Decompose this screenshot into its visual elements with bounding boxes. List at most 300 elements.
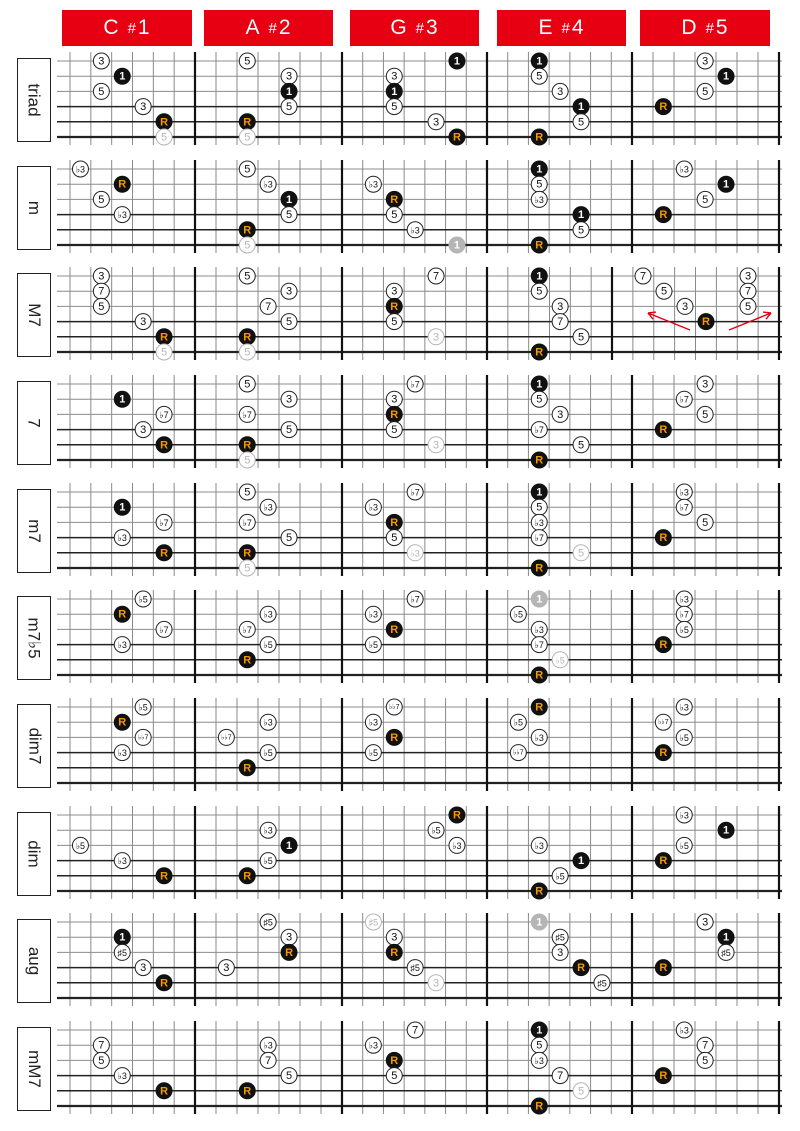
svg-text:♭7: ♭7: [242, 409, 252, 420]
note-interval: [114, 499, 130, 515]
note-interval: [93, 283, 109, 299]
note-interval: [386, 83, 402, 99]
svg-text:R: R: [160, 1085, 169, 1098]
svg-text:5: 5: [285, 424, 293, 437]
note-interval: [531, 191, 547, 207]
note-interval: [281, 837, 297, 853]
note-interval: [552, 652, 568, 668]
note-interval: [281, 83, 297, 99]
note-root: [655, 1068, 671, 1084]
note-interval: [573, 853, 589, 869]
note-interval: [114, 929, 130, 945]
svg-text:1: 1: [536, 55, 543, 68]
number-sign: #: [127, 19, 137, 37]
svg-text:R: R: [659, 101, 668, 114]
svg-text:5: 5: [660, 285, 668, 298]
note-root: [386, 621, 402, 637]
note-interval: [156, 344, 172, 360]
svg-text:R: R: [390, 300, 399, 313]
note-interval: [531, 53, 547, 69]
note-root: [531, 560, 547, 576]
svg-text:R: R: [160, 116, 169, 129]
svg-text:5: 5: [244, 562, 251, 575]
svg-text:5: 5: [244, 131, 251, 144]
svg-text:3: 3: [432, 439, 440, 452]
note-interval: [718, 822, 734, 838]
svg-text:♭♭7: ♭♭7: [137, 734, 149, 742]
note-interval: [718, 176, 734, 192]
svg-text:5: 5: [244, 270, 251, 283]
note-interval: [407, 960, 423, 976]
svg-text:R: R: [160, 331, 169, 344]
note-root: [531, 452, 547, 468]
svg-text:1: 1: [536, 270, 543, 283]
svg-text:♭3: ♭3: [679, 164, 689, 175]
svg-text:♭3: ♭3: [117, 533, 127, 544]
svg-text:R: R: [390, 408, 399, 421]
svg-text:5: 5: [244, 239, 251, 252]
note-interval: [697, 914, 713, 930]
svg-text:R: R: [702, 316, 710, 329]
svg-text:5: 5: [536, 285, 543, 298]
svg-text:3: 3: [223, 962, 230, 975]
svg-text:3: 3: [702, 378, 709, 391]
note-root: [655, 422, 671, 438]
svg-text:♭3: ♭3: [75, 164, 86, 175]
note-interval: [386, 699, 402, 715]
chord-label-text: dim: [25, 840, 44, 868]
note-interval: [573, 437, 589, 453]
note-root: [655, 207, 671, 223]
svg-text:R: R: [243, 654, 252, 667]
svg-text:♭7: ♭7: [410, 487, 420, 498]
note-interval: [218, 729, 234, 745]
number-sign: #: [415, 19, 425, 37]
note-root: [114, 714, 130, 730]
svg-text:3: 3: [285, 393, 293, 406]
svg-text:♯5: ♯5: [597, 978, 607, 989]
svg-text:5: 5: [285, 316, 293, 329]
note-interval: [114, 530, 130, 546]
svg-text:♭3: ♭3: [534, 1055, 544, 1066]
header-key: C: [103, 16, 120, 39]
note-interval: [740, 283, 756, 299]
note-interval: [72, 837, 88, 853]
svg-text:♭3: ♭3: [263, 717, 273, 728]
svg-text:R: R: [390, 946, 399, 959]
note-interval: [718, 944, 734, 960]
svg-text:R: R: [535, 562, 544, 575]
note-root: [386, 1052, 402, 1068]
note-root: [239, 329, 255, 345]
note-interval: [239, 237, 255, 253]
note-interval: [531, 176, 547, 192]
note-interval: [531, 422, 547, 438]
note-interval: [114, 745, 130, 761]
svg-text:5: 5: [98, 85, 105, 98]
svg-text:♭3: ♭3: [452, 840, 462, 851]
note-interval: [281, 207, 297, 223]
note-interval: [697, 514, 713, 530]
note-interval: [114, 853, 130, 869]
svg-text:3: 3: [557, 300, 564, 313]
note-interval: [635, 268, 651, 284]
svg-text:5: 5: [160, 131, 168, 144]
svg-text:R: R: [659, 855, 668, 868]
svg-text:♭3: ♭3: [410, 225, 420, 236]
note-interval: [365, 914, 381, 930]
note-interval: [135, 591, 151, 607]
svg-text:5: 5: [391, 424, 398, 437]
svg-text:♭♭7: ♭♭7: [658, 719, 669, 727]
svg-text:R: R: [243, 870, 252, 883]
note-interval: [697, 376, 713, 392]
svg-text:1: 1: [453, 239, 461, 252]
svg-text:R: R: [659, 639, 668, 652]
chord-label-text: M7: [25, 303, 44, 327]
note-interval: [239, 344, 255, 360]
svg-text:3: 3: [391, 393, 398, 406]
note-interval: [718, 929, 734, 945]
note-interval: [239, 129, 255, 145]
note-interval: [676, 161, 692, 177]
note-interval: [510, 714, 526, 730]
svg-text:♭3: ♭3: [534, 732, 544, 743]
svg-text:3: 3: [557, 946, 564, 959]
svg-text:7: 7: [702, 1039, 709, 1052]
svg-text:5: 5: [285, 209, 293, 222]
svg-text:5: 5: [98, 300, 105, 313]
svg-text:5: 5: [577, 116, 585, 129]
note-root: [531, 129, 547, 145]
note-interval: [386, 929, 402, 945]
note-root: [386, 944, 402, 960]
note-interval: [531, 914, 547, 930]
chord-label-text: mM7: [25, 1050, 44, 1088]
note-root: [156, 868, 172, 884]
note-interval: [260, 1037, 276, 1053]
note-root: [239, 222, 255, 238]
note-interval: [239, 406, 255, 422]
note-root: [386, 514, 402, 530]
svg-text:R: R: [535, 454, 544, 467]
svg-text:♭5: ♭5: [263, 748, 273, 759]
note-root: [239, 1083, 255, 1099]
svg-text:5: 5: [391, 101, 398, 114]
note-interval: [573, 114, 589, 130]
note-interval: [573, 1083, 589, 1099]
svg-text:1: 1: [536, 378, 543, 391]
note-interval: [428, 822, 444, 838]
svg-text:1: 1: [119, 931, 126, 944]
note-interval: [676, 1022, 692, 1038]
note-interval: [239, 621, 255, 637]
svg-text:♭3: ♭3: [679, 594, 689, 605]
note-interval: [531, 591, 547, 607]
svg-text:5: 5: [391, 1070, 398, 1083]
svg-text:♭3: ♭3: [368, 609, 378, 620]
svg-text:R: R: [452, 809, 461, 822]
svg-text:♯5: ♯5: [721, 947, 731, 958]
svg-text:♭3: ♭3: [117, 856, 127, 867]
note-interval: [93, 83, 109, 99]
note-interval: [135, 960, 151, 976]
svg-text:5: 5: [744, 300, 752, 313]
note-interval: [697, 53, 713, 69]
header-number: 3: [426, 16, 439, 39]
svg-text:1: 1: [577, 101, 585, 114]
svg-text:R: R: [243, 116, 252, 129]
svg-text:♭3: ♭3: [410, 548, 420, 559]
note-interval: [428, 268, 444, 284]
svg-text:♭5: ♭5: [263, 640, 273, 651]
note-interval: [365, 714, 381, 730]
svg-text:1: 1: [536, 1024, 543, 1037]
note-root: [655, 637, 671, 653]
note-interval: [676, 606, 692, 622]
svg-text:♭3: ♭3: [534, 194, 544, 205]
svg-text:♯5: ♯5: [410, 963, 420, 974]
svg-text:1: 1: [536, 163, 543, 176]
svg-text:1: 1: [722, 931, 730, 944]
note-interval: [260, 637, 276, 653]
chord-row-dim: [57, 806, 782, 899]
note-interval: [281, 929, 297, 945]
note-interval: [114, 1068, 130, 1084]
note-root: [114, 606, 130, 622]
svg-text:5: 5: [702, 516, 709, 529]
svg-text:R: R: [535, 701, 544, 714]
note-interval: [573, 99, 589, 115]
note-interval: [531, 391, 547, 407]
svg-text:3: 3: [557, 408, 564, 421]
note-interval: [531, 1052, 547, 1068]
svg-text:♭3: ♭3: [368, 502, 378, 513]
note-interval: [531, 1022, 547, 1038]
chord-label-text: m: [24, 200, 44, 216]
svg-text:5: 5: [577, 1085, 585, 1098]
note-interval: [260, 176, 276, 192]
svg-text:R: R: [160, 547, 169, 560]
svg-text:3: 3: [681, 300, 689, 313]
svg-text:1: 1: [119, 393, 126, 406]
note-interval: [386, 283, 402, 299]
svg-text:5: 5: [98, 193, 105, 206]
note-interval: [510, 606, 526, 622]
svg-text:♭3: ♭3: [534, 840, 544, 851]
chord-label-text: triad: [25, 83, 45, 117]
note-interval: [428, 975, 444, 991]
svg-text:♭3: ♭3: [263, 502, 273, 513]
note-root: [655, 960, 671, 976]
svg-text:R: R: [160, 977, 169, 990]
note-root: [531, 699, 547, 715]
svg-text:R: R: [160, 870, 169, 883]
svg-text:♭3: ♭3: [368, 179, 378, 190]
chord-row-triad: [57, 52, 782, 145]
note-root: [655, 530, 671, 546]
note-interval: [135, 314, 151, 330]
svg-text:5: 5: [577, 331, 585, 344]
note-interval: [281, 191, 297, 207]
note-interval: [114, 391, 130, 407]
note-interval: [676, 699, 692, 715]
note-interval: [676, 729, 692, 745]
svg-text:♭5: ♭5: [368, 748, 378, 759]
note-root: [239, 545, 255, 561]
svg-text:♭5: ♭5: [263, 856, 273, 867]
note-root: [531, 883, 547, 899]
note-interval: [676, 591, 692, 607]
svg-text:7: 7: [265, 300, 272, 313]
svg-text:7: 7: [265, 1054, 272, 1067]
note-root: [531, 344, 547, 360]
note-interval: [135, 99, 151, 115]
note-interval: [386, 530, 402, 546]
note-root: [386, 406, 402, 422]
chord-label-text: 7: [25, 418, 44, 428]
svg-text:5: 5: [702, 1054, 709, 1067]
svg-text:3: 3: [702, 55, 709, 68]
note-interval: [676, 837, 692, 853]
svg-text:5: 5: [160, 346, 168, 359]
note-interval: [281, 422, 297, 438]
svg-text:3: 3: [557, 85, 564, 98]
note-interval: [407, 484, 423, 500]
svg-text:♭3: ♭3: [117, 640, 127, 651]
svg-text:♭5: ♭5: [431, 825, 441, 836]
svg-text:R: R: [535, 885, 544, 898]
chord-row-mM7: [57, 1021, 782, 1114]
note-root: [239, 437, 255, 453]
note-interval: [93, 1037, 109, 1053]
svg-text:3: 3: [140, 316, 147, 329]
svg-text:1: 1: [722, 824, 730, 837]
note-interval: [114, 68, 130, 84]
note-interval: [135, 422, 151, 438]
note-interval: [365, 176, 381, 192]
svg-text:1: 1: [577, 209, 585, 222]
note-interval: [156, 129, 172, 145]
header-key: A: [245, 16, 261, 39]
note-root: [239, 760, 255, 776]
note-interval: [260, 914, 276, 930]
note-interval: [531, 499, 547, 515]
note-root: [386, 191, 402, 207]
note-interval: [697, 1037, 713, 1053]
note-interval: [531, 1037, 547, 1053]
number-sign: #: [561, 19, 571, 37]
svg-text:7: 7: [432, 270, 440, 283]
svg-text:R: R: [452, 131, 461, 144]
svg-text:1: 1: [285, 85, 293, 98]
svg-text:3: 3: [391, 70, 398, 83]
note-interval: [552, 944, 568, 960]
svg-text:♭♭7: ♭♭7: [389, 704, 400, 711]
note-root: [573, 960, 589, 976]
note-interval: [260, 499, 276, 515]
svg-text:5: 5: [244, 346, 251, 359]
svg-text:5: 5: [285, 101, 293, 114]
svg-text:5: 5: [536, 393, 543, 406]
header-key: D: [681, 16, 698, 39]
svg-text:♯5: ♯5: [555, 932, 565, 943]
svg-text:♭7: ♭7: [534, 425, 544, 436]
note-interval: [365, 606, 381, 622]
note-interval: [697, 83, 713, 99]
svg-text:♭5: ♭5: [555, 871, 565, 882]
svg-text:5: 5: [577, 224, 585, 237]
note-interval: [386, 1068, 402, 1084]
note-interval: [573, 329, 589, 345]
svg-text:♭3: ♭3: [263, 179, 273, 190]
note-interval: [697, 191, 713, 207]
note-interval: [740, 268, 756, 284]
note-root: [655, 853, 671, 869]
number-sign: #: [705, 19, 715, 37]
note-interval: [239, 161, 255, 177]
note-interval: [531, 161, 547, 177]
note-interval: [531, 621, 547, 637]
svg-text:R: R: [243, 224, 252, 237]
note-interval: [93, 298, 109, 314]
note-interval: [239, 484, 255, 500]
note-interval: [676, 391, 692, 407]
note-root: [239, 652, 255, 668]
note-interval: [407, 591, 423, 607]
note-interval: [677, 298, 693, 314]
svg-text:♭7: ♭7: [159, 517, 169, 528]
svg-text:5: 5: [98, 1054, 105, 1067]
svg-text:R: R: [390, 516, 399, 529]
svg-text:R: R: [390, 623, 399, 636]
svg-text:5: 5: [702, 408, 709, 421]
note-interval: [573, 207, 589, 223]
svg-text:♭5: ♭5: [679, 624, 689, 635]
note-root: [156, 329, 172, 345]
svg-text:3: 3: [744, 270, 752, 283]
svg-text:5: 5: [536, 501, 543, 514]
note-root: [531, 1098, 547, 1114]
svg-text:5: 5: [244, 486, 251, 499]
note-interval: [531, 530, 547, 546]
svg-text:1: 1: [536, 916, 543, 929]
note-interval: [260, 822, 276, 838]
note-interval: [239, 452, 255, 468]
svg-text:3: 3: [285, 931, 293, 944]
note-interval: [365, 745, 381, 761]
note-interval: [260, 745, 276, 761]
svg-text:R: R: [118, 608, 127, 621]
svg-text:♭3: ♭3: [117, 1071, 127, 1082]
note-interval: [135, 699, 151, 715]
svg-text:7: 7: [98, 1039, 105, 1052]
svg-text:R: R: [390, 193, 399, 206]
note-interval: [531, 283, 547, 299]
note-interval: [239, 560, 255, 576]
header-number: 4: [571, 16, 585, 39]
svg-text:1: 1: [119, 70, 126, 83]
svg-text:5: 5: [577, 439, 585, 452]
note-root: [156, 545, 172, 561]
note-interval: [135, 729, 151, 745]
header-key: E: [538, 16, 554, 39]
note-root: [386, 298, 402, 314]
note-interval: [655, 714, 671, 730]
svg-text:♭3: ♭3: [679, 810, 689, 821]
svg-text:♭7: ♭7: [679, 394, 689, 405]
note-interval: [407, 1022, 423, 1038]
